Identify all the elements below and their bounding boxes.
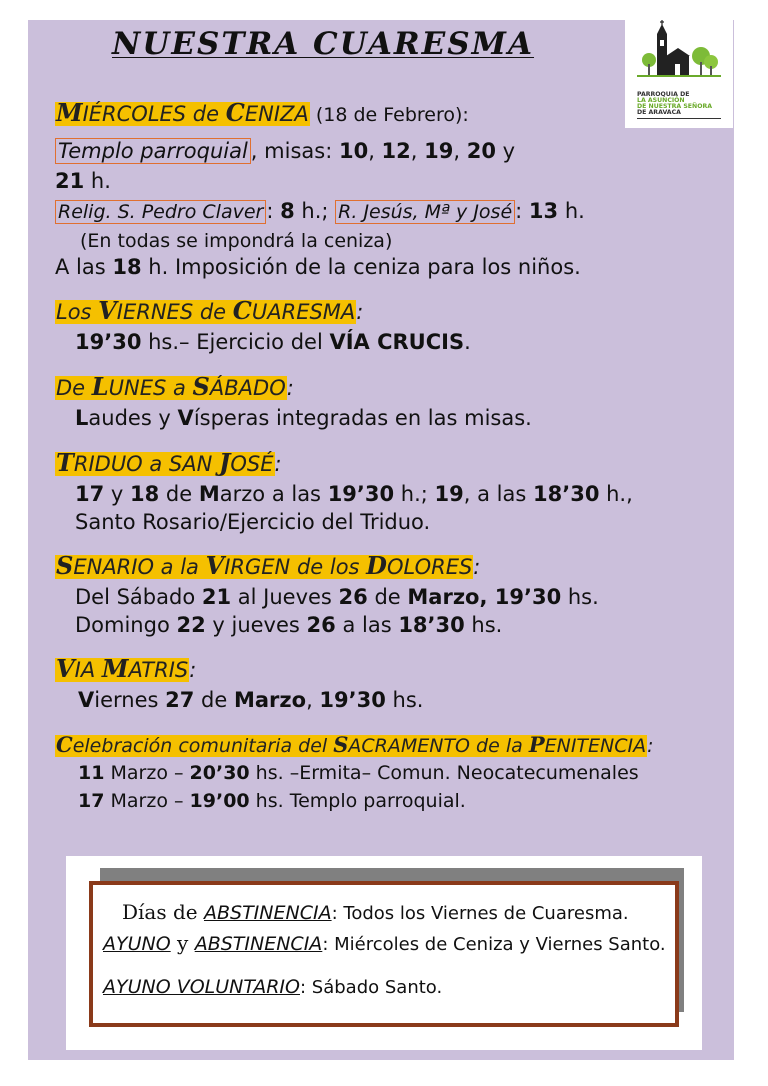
triduo-line2: Santo Rosario/Ejercicio del Triduo. <box>75 510 431 534</box>
logo-line1: PARROQUIA DE <box>637 91 690 98</box>
miercoles-note: (En todas se impondrá la ceniza) <box>80 230 393 252</box>
senario-heading: SENARIO a la VIRGEN de los DOLORES: <box>56 551 481 580</box>
relig-box: Relig. S. Pedro Claver <box>55 200 266 224</box>
viernes-highlight: Los VIERNES de CUARESMA <box>56 296 356 325</box>
viernes-detail: 19’30 hs.– Ejercicio del VÍA CRUCIS. <box>75 330 471 354</box>
triduo-line1: 17 y 18 de Marzo a las 19’30 h.; 19, a las 18’30 h., <box>75 482 633 506</box>
penitencia-highlight: Celebración comunitaria del SACRAMENTO de la PENITENCIA <box>56 732 647 757</box>
lunes-heading: De LUNES a SÁBADO: <box>56 372 294 401</box>
miercoles-religiosas: Relig. S. Pedro Claver : 8 h.; R. Jesús, Mª y José : 13 h. <box>55 198 585 225</box>
viamatris-highlight: VIA MATRIS <box>56 654 189 683</box>
abstinencia-line3: AYUNO VOLUNTARIO: Sábado Santo. <box>103 976 443 998</box>
triduo-highlight: TRIDUO a SAN JOSÉ <box>56 448 274 477</box>
senario-highlight: SENARIO a la VIRGEN de los DOLORES <box>56 551 473 580</box>
viamatris-detail: Viernes 27 de Marzo, 19’30 hs. <box>78 688 424 712</box>
penitencia-heading: Celebración comunitaria del SACRAMENTO de la PENITENCIA: <box>56 732 654 757</box>
lunes-detail: Laudes y Vísperas integradas en las misas. <box>75 406 532 430</box>
miercoles-heading: MIÉRCOLES de CENIZA (18 de Febrero): <box>56 98 469 127</box>
parish-logo <box>625 20 733 128</box>
page-title: NUESTRA CUARESMA <box>112 26 535 62</box>
abstinencia-line1: Días de ABSTINENCIA: Todos los Viernes de Cuaresma. <box>122 900 629 924</box>
miercoles-ninos: A las 18 h. Imposición de la ceniza para los niños. <box>55 255 581 279</box>
miercoles-highlight: MIÉRCOLES de CENIZA <box>56 98 309 127</box>
logo-line3: DE NUESTRA SEÑORA <box>637 103 713 110</box>
lunes-highlight: De LUNES a SÁBADO <box>56 372 286 401</box>
logo-line2: LA ASUNCIÓN <box>637 97 685 104</box>
miercoles-21: 21 h. <box>55 169 111 193</box>
penitencia-line2: 17 Marzo – 19’00 hs. Templo parroquial. <box>78 790 466 812</box>
senario-line2: Domingo 22 y jueves 26 a las 18’30 hs. <box>75 613 503 637</box>
senario-line1: Del Sábado 21 al Jueves 26 de Marzo, 19’30 hs. <box>75 585 599 609</box>
viamatris-heading: VIA MATRIS: <box>56 654 197 683</box>
church-icon <box>633 20 725 92</box>
penitencia-line1: 11 Marzo – 20’30 hs. –Ermita– Comun. Neocatecumenales <box>78 762 639 784</box>
miercoles-templo: Templo parroquial , misas: 10, 12, 19, 20 y <box>55 138 515 164</box>
templo-box: Templo parroquial <box>55 138 251 164</box>
logo-divider <box>637 118 721 119</box>
abstinencia-line2: AYUNO y ABSTINENCIA: Miércoles de Ceniza y Viernes Santo. <box>103 931 666 955</box>
rjesus-box: R. Jesús, Mª y José <box>335 200 515 224</box>
logo-line4: DE ARAVACA <box>637 109 681 116</box>
viernes-heading: Los VIERNES de CUARESMA: <box>56 296 364 325</box>
triduo-heading: TRIDUO a SAN JOSÉ: <box>56 448 282 477</box>
